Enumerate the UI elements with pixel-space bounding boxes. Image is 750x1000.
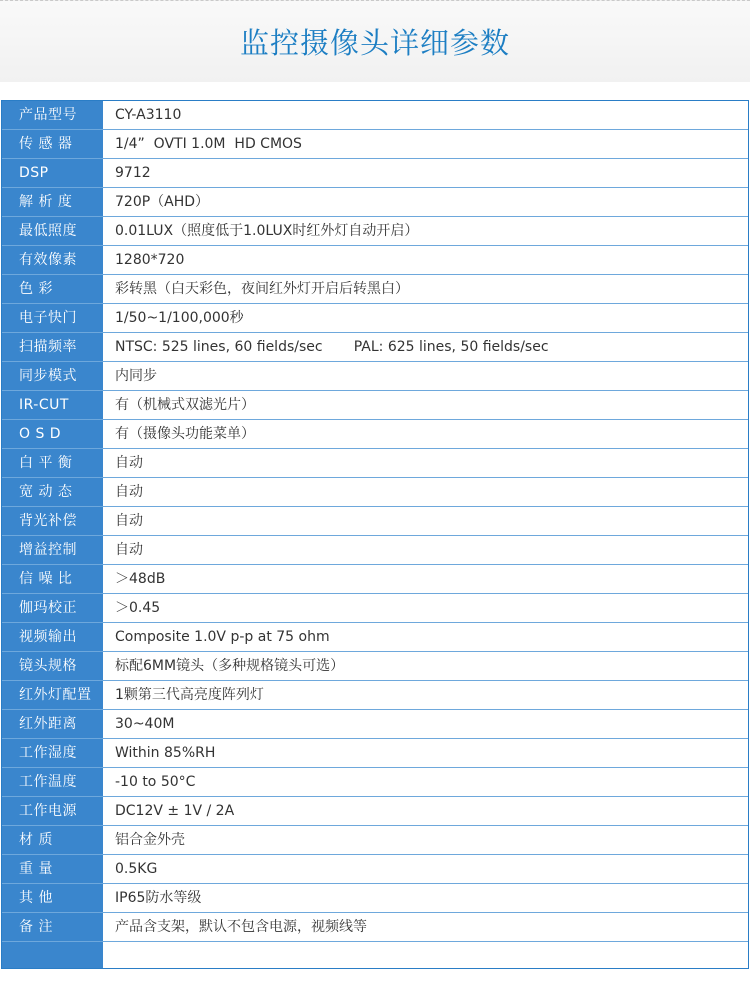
spec-label: 色 彩 (19, 281, 53, 297)
spec-label: 背光补偿 (19, 513, 77, 529)
spec-row (2, 478, 748, 507)
spec-row (2, 913, 748, 942)
spec-value: 产品含支架，默认不包含电源，视频线等 (115, 919, 367, 935)
spec-row (2, 623, 748, 652)
spec-value: 0.5KG (115, 861, 158, 877)
spec-label: 工作温度 (19, 774, 77, 790)
spec-row (2, 565, 748, 594)
spec-label: 镜头规格 (19, 658, 77, 674)
spec-value: 自动 (115, 513, 143, 529)
spec-label: 解 析 度 (19, 194, 73, 210)
spec-value: CY-A3110 (115, 107, 182, 123)
spec-label: DSP (19, 165, 49, 181)
page-title: 监控摄像头详细参数 (239, 26, 510, 60)
spec-row (2, 884, 748, 913)
spec-label: 红外灯配置 (19, 687, 92, 703)
spec-value: 0.01LUX（照度低于1.0LUX时红外灯自动开启） (115, 223, 419, 239)
spec-label: 有效像素 (19, 252, 77, 268)
spec-label: 宽 动 态 (19, 484, 73, 500)
spec-value: Within 85%RH (115, 745, 216, 761)
spec-label: 其 他 (19, 890, 53, 906)
spec-value: 720P（AHD） (115, 194, 210, 210)
spec-label: 白 平 衡 (19, 455, 73, 471)
spec-value: 1/4” OVTI 1.0M HD CMOS (115, 136, 302, 152)
spec-value: 1280*720 (115, 252, 185, 268)
spec-label: 备 注 (19, 919, 53, 935)
spec-value: 铝合金外壳 (115, 832, 185, 848)
spec-value: 自动 (115, 484, 143, 500)
spec-label: 最低照度 (19, 223, 77, 239)
spec-value: 9712 (115, 165, 151, 181)
spec-label: 伽玛校正 (19, 600, 77, 616)
spec-row (2, 942, 748, 971)
spec-label: 工作湿度 (19, 745, 77, 761)
spec-row (2, 159, 748, 188)
spec-label: 传 感 器 (19, 136, 73, 152)
page-header (0, 0, 750, 82)
spec-value: 有（摄像头功能菜单） (115, 426, 255, 442)
spec-row (2, 101, 748, 130)
spec-row (2, 304, 748, 333)
spec-value: -10 to 50°C (115, 774, 196, 790)
spec-row (2, 246, 748, 275)
spec-value: IP65防水等级 (115, 890, 202, 906)
spec-label (2, 942, 103, 970)
spec-row (2, 217, 748, 246)
spec-value: 1/50~1/100,000秒 (115, 310, 244, 326)
spec-label: 产品型号 (19, 107, 77, 123)
spec-label: 扫描频率 (19, 339, 77, 355)
spec-label: 增益控制 (19, 542, 77, 558)
spec-row (2, 681, 748, 710)
spec-label: O S D (19, 426, 62, 442)
spec-row (2, 739, 748, 768)
spec-value: 自动 (115, 542, 143, 558)
spec-row (2, 449, 748, 478)
spec-row (2, 768, 748, 797)
spec-row (2, 594, 748, 623)
spec-rows (2, 101, 748, 971)
spec-value: ＞48dB (115, 571, 166, 587)
spec-label: 信 噪 比 (19, 571, 73, 587)
spec-label: 材 质 (19, 832, 53, 848)
spec-row (2, 275, 748, 304)
spec-label: 同步模式 (19, 368, 77, 384)
spec-value: DC12V ± 1V / 2A (115, 803, 235, 819)
spec-value: 30~40M (115, 716, 175, 732)
spec-row (2, 507, 748, 536)
spec-label: IR-CUT (19, 397, 69, 413)
spec-value: 1颗第三代高亮度阵列灯 (115, 687, 264, 703)
spec-value: 自动 (115, 455, 143, 471)
spec-value: Composite 1.0V p-p at 75 ohm (115, 629, 330, 645)
spec-label: 重 量 (19, 861, 53, 877)
spec-row (2, 652, 748, 681)
spec-row (2, 710, 748, 739)
spec-row (2, 391, 748, 420)
spec-value: 有（机械式双滤光片） (115, 397, 255, 413)
spec-row (2, 130, 748, 159)
spec-row (2, 362, 748, 391)
spec-label: 红外距离 (19, 716, 77, 732)
spec-label: 工作电源 (19, 803, 77, 819)
spec-row (2, 855, 748, 884)
spec-value: 内同步 (115, 368, 157, 384)
spec-label: 视频输出 (19, 629, 77, 645)
spec-value: 标配6MM镜头（多种规格镜头可选） (115, 658, 345, 674)
spec-row (2, 797, 748, 826)
spec-table (1, 100, 749, 969)
spec-value: NTSC: 525 lines, 60 fields/sec PAL: 625 lines, 50 fields/sec (115, 339, 549, 355)
spec-value: 彩转黑（白天彩色，夜间红外灯开启后转黑白） (115, 281, 409, 297)
spec-row (2, 188, 748, 217)
spec-row (2, 333, 748, 362)
spec-row (2, 536, 748, 565)
spec-row (2, 826, 748, 855)
spec-value (103, 942, 748, 970)
spec-value: ＞0.45 (115, 600, 161, 616)
spec-label: 电子快门 (19, 310, 77, 326)
spec-row (2, 420, 748, 449)
